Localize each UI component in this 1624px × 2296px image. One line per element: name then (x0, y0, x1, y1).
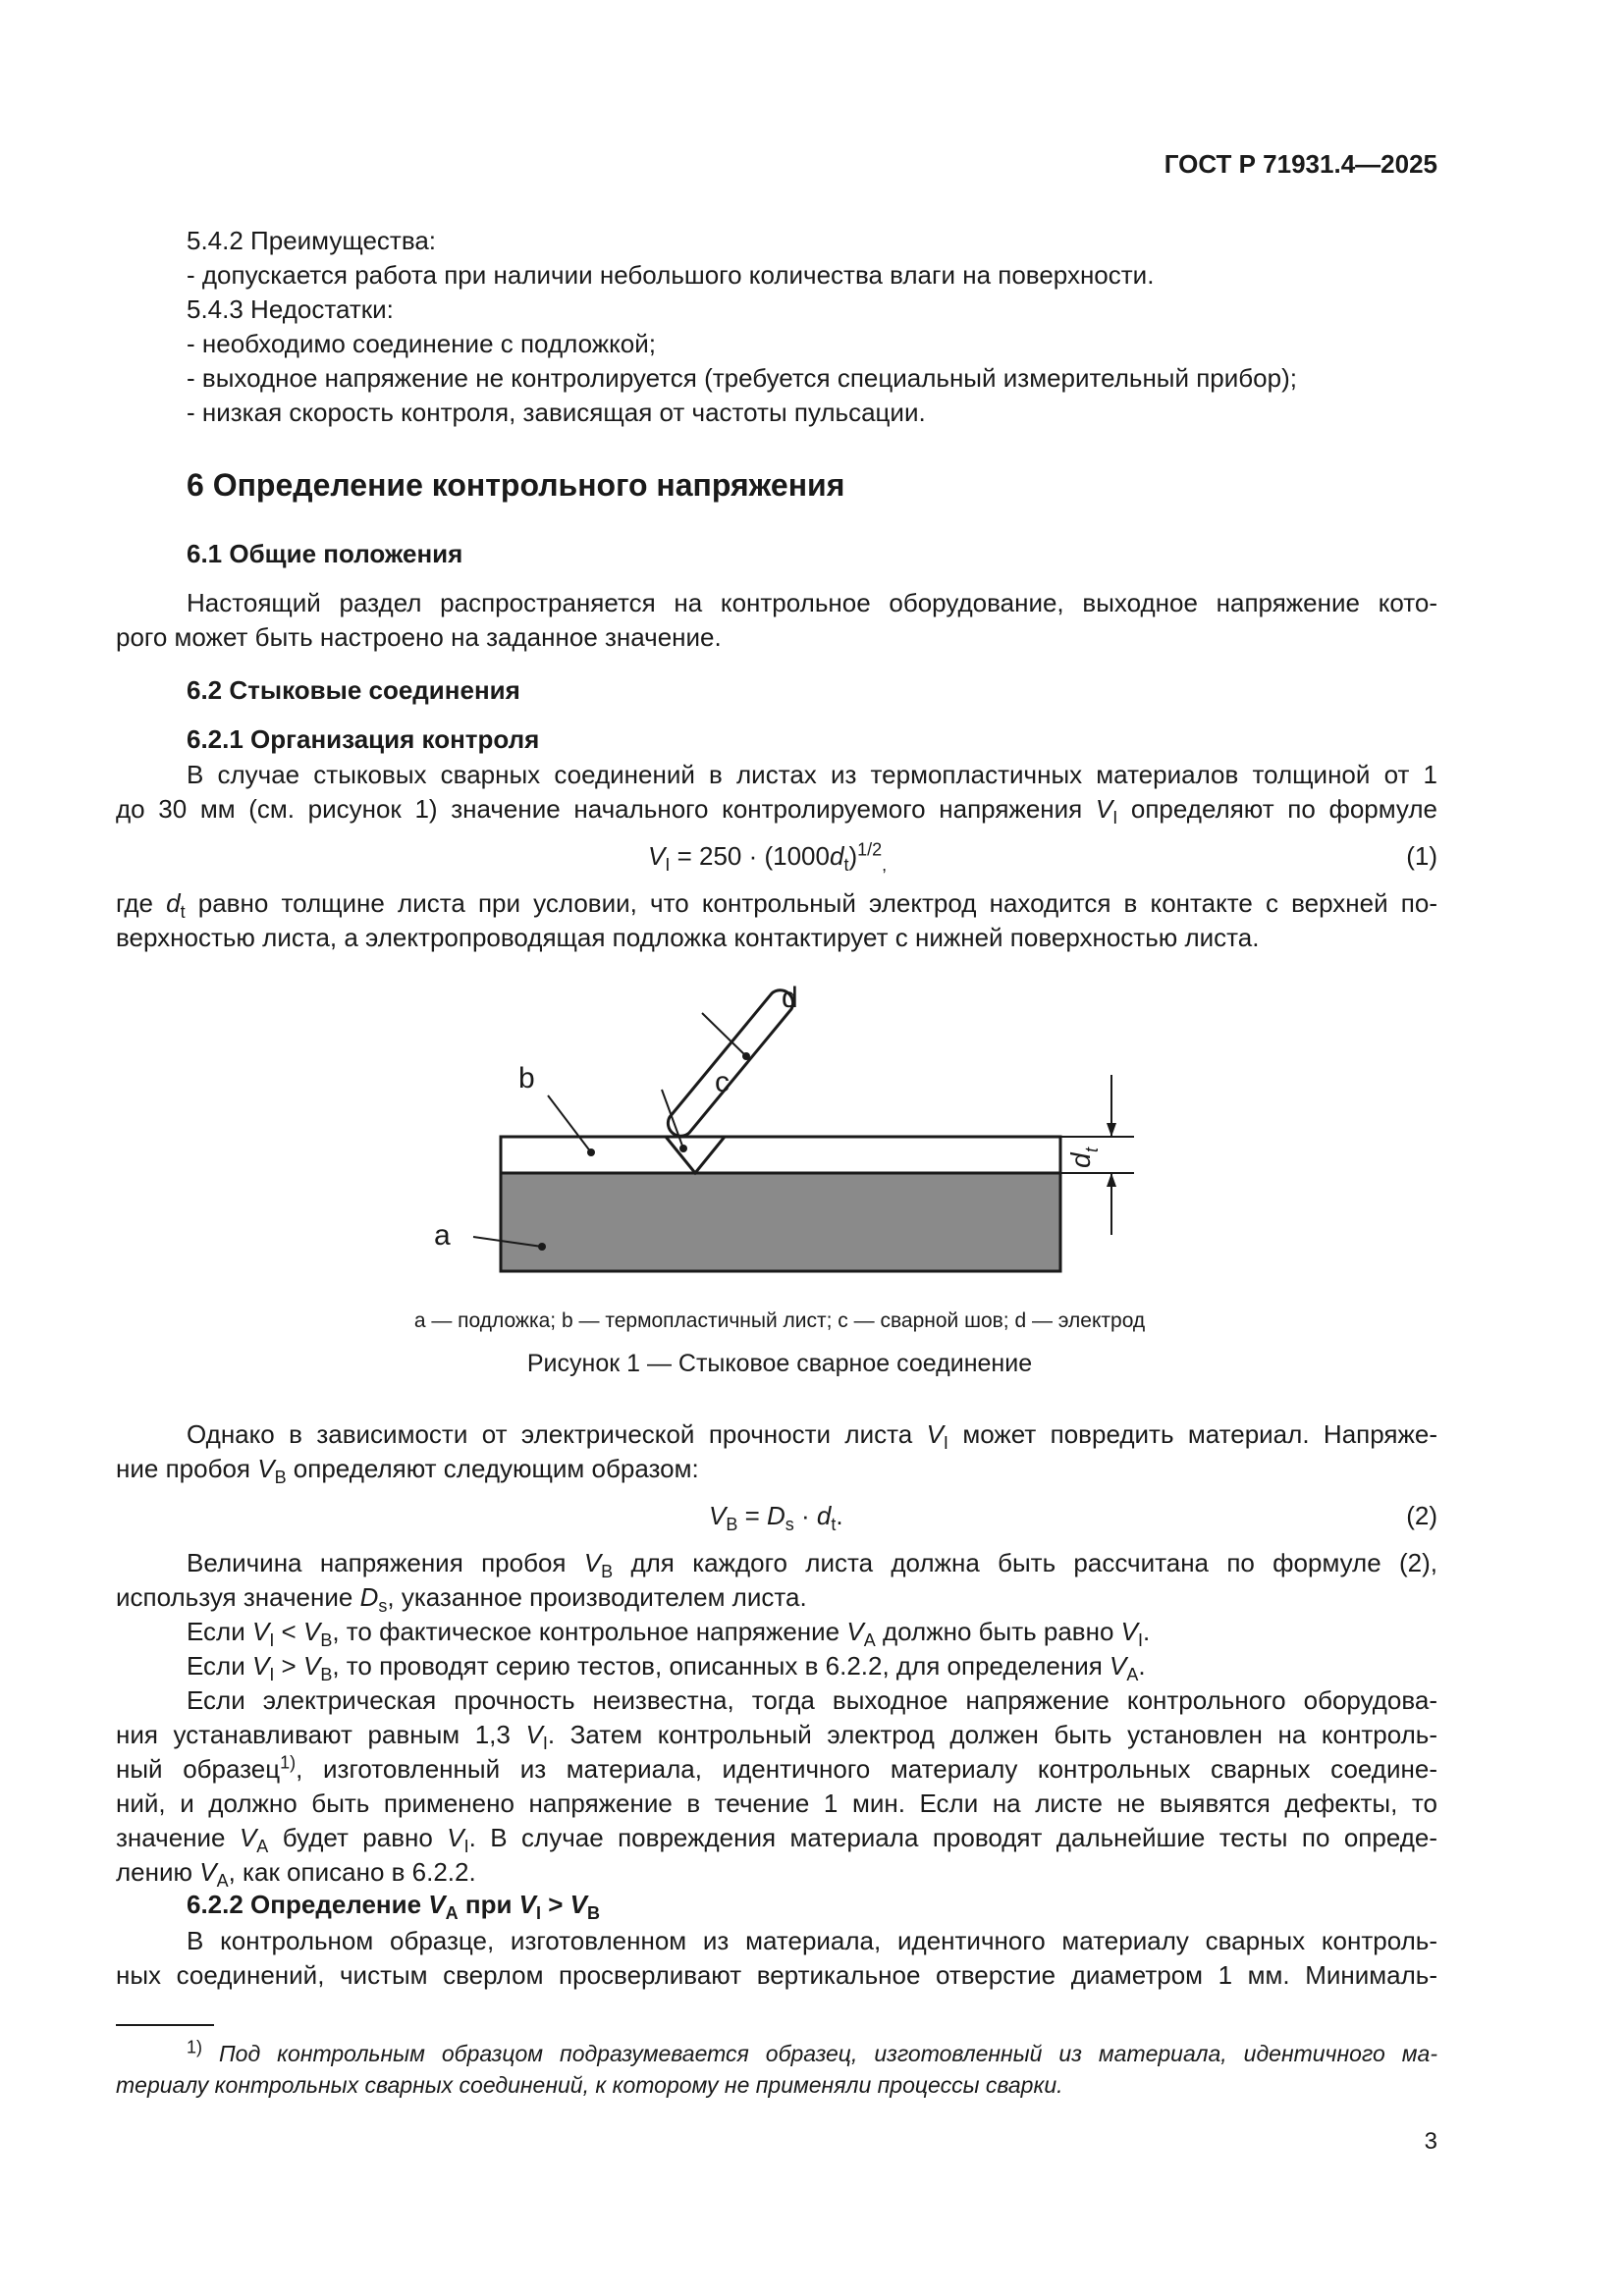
label-d: d (782, 982, 798, 1014)
equation-2-number: (2) (1406, 1501, 1437, 1530)
thermoplastic-sheet (501, 1137, 1060, 1173)
page-number: 3 (1424, 2128, 1437, 2155)
paragraph-line: ние пробоя $V_B$ определяют следующим образом: (116, 1454, 699, 1488)
equation-1-number: (1) (1406, 841, 1437, 871)
figure-caption: Рисунок 1 — Стыковое сварное соединение (526, 1350, 1033, 1377)
section-5-4-2-title: 5.4.2 Преимущества: (187, 226, 437, 255)
paragraph-line: ния устанавливают равным 1,3 $V_I$. Затем контрольный электрод должен быть установлен на контроль- (116, 1720, 1437, 1754)
paragraph-line: значение $V_A$ будет равно $V_I$. В случае повреждения материала проводят дальнейшие тесты по опреде- (116, 1823, 1437, 1857)
dimension-arrow (1107, 1173, 1116, 1187)
paragraph-line: Величина напряжения пробоя $V_B$ для каждого листа должна быть рассчитана по формуле (2), (187, 1548, 1437, 1582)
dimension-label-dt (1065, 1147, 1102, 1168)
section-6-2-heading: 6.2 Стыковые соединения (187, 675, 520, 705)
dimension-arrow (1107, 1123, 1116, 1137)
paragraph-line: лению $V_A$, как описано в 6.2.2. (116, 1857, 476, 1892)
paragraph-line: ний, и должно быть применено напряжение в течение 1 мин. Если на листе не выявятся дефекты, то (116, 1789, 1437, 1818)
equation-2: $V_B = D_s \cdot d_t$. (709, 1501, 843, 1535)
footnote-line: $^{1)}$ Под контрольным образцом подразумевается образец, изготовленный из материала, идентичного ма- (187, 2037, 1437, 2066)
equation-1: $V_I = 250 \cdot (1000d_t)^{1/2}_,$ (648, 839, 888, 876)
paragraph-line: В случае стыковых сварных соединений в листах из термопластичных материалов толщиной от 1 (187, 760, 1437, 789)
figure-1-diagram (412, 972, 1218, 1296)
drawback-item: - низкая скорость контроля, зависящая от частоты пульсации. (187, 398, 926, 427)
svg-text:d: d (1065, 1152, 1096, 1168)
svg-text:t: t (1082, 1147, 1102, 1152)
footnote-line: териалу контрольных сварных соединений, к которому не применяли процессы сварки. (116, 2072, 1063, 2098)
paragraph-line: ный образец$^{1)}$, изготовленный из материала, идентичного материалу контрольных сварных соедине- (116, 1752, 1437, 1784)
paragraph-line: Настоящий раздел распространяется на контрольное оборудование, выходное напряжение кото- (187, 588, 1437, 617)
electrode (668, 990, 792, 1137)
section-6-1-heading: 6.1 Общие положения (187, 539, 463, 568)
drawback-item: - необходимо соединение с подложкой; (187, 329, 657, 358)
paragraph-line: Если $V_I > V_B$, то проводят серию тестов, описанных в 6.2.2, для определения $V_A$. (187, 1651, 1146, 1685)
paragraph-line: используя значение $D_s$, указанное производителем листа. (116, 1582, 807, 1617)
leader-dot (538, 1243, 546, 1251)
footnote-marker[interactable]: 1) (280, 1752, 297, 1773)
paragraph-line: рого может быть настроено на заданное значение. (116, 622, 722, 652)
leader-dot (679, 1145, 687, 1152)
section-6-heading: 6 Определение контрольного напряжения (187, 467, 845, 503)
section-5-4-3-title: 5.4.3 Недостатки: (187, 294, 394, 324)
leader-dot (742, 1052, 750, 1060)
paragraph-line: до 30 мм (см. рисунок 1) значение начального контролируемого напряжения $V_I$ определяют по формуле (116, 794, 1437, 828)
paragraph-line: В контрольном образце, изготовленном из материала, идентичного материалу сварных контроль- (187, 1926, 1437, 1955)
footnote-separator (116, 2024, 214, 2026)
drawback-item: - выходное напряжение не контролируется (требуется специальный измерительный прибор); (187, 363, 1297, 393)
paragraph-line: Если $V_I < V_B$, то фактическое контрольное напряжение $V_A$ должно быть равно $V_I$. (187, 1617, 1151, 1651)
advantage-item: - допускается работа при наличии небольшого количества влаги на поверхности. (187, 260, 1155, 290)
paragraph-line: Однако в зависимости от электрической прочности листа $V_I$ может повредить материал. Напряже- (187, 1419, 1437, 1454)
section-6-2-2-heading: 6.2.2 Определение $V_A$ при $V_I > V_B$ (187, 1890, 601, 1924)
paragraph-line: Если электрическая прочность неизвестна, тогда выходное напряжение контрольного оборудова- (187, 1685, 1437, 1715)
label-b: b (518, 1062, 535, 1095)
figure-legend: a — подложка; b — термопластичный лист; c — сварной шов; d — электрод (413, 1309, 1146, 1332)
standard-header: ГОСТ Р 71931.4—2025 (1164, 149, 1437, 179)
paragraph-line: где $d_t$ равно толщине листа при условии, что контрольный электрод находится в контакте с верхней по- (116, 888, 1437, 923)
paragraph-line: ных соединений, чистым сверлом просверливают вертикальное отверстие диаметром 1 мм. Минималь- (116, 1960, 1437, 1990)
section-6-2-1-heading: 6.2.1 Организация контроля (187, 724, 540, 754)
paragraph-line: верхностью листа, а электропроводящая подложка контактирует с нижней поверхностью листа. (116, 923, 1260, 952)
label-a: a (434, 1219, 451, 1252)
label-c: c (715, 1066, 730, 1098)
substrate-block (501, 1173, 1060, 1271)
leader-dot (587, 1148, 595, 1156)
